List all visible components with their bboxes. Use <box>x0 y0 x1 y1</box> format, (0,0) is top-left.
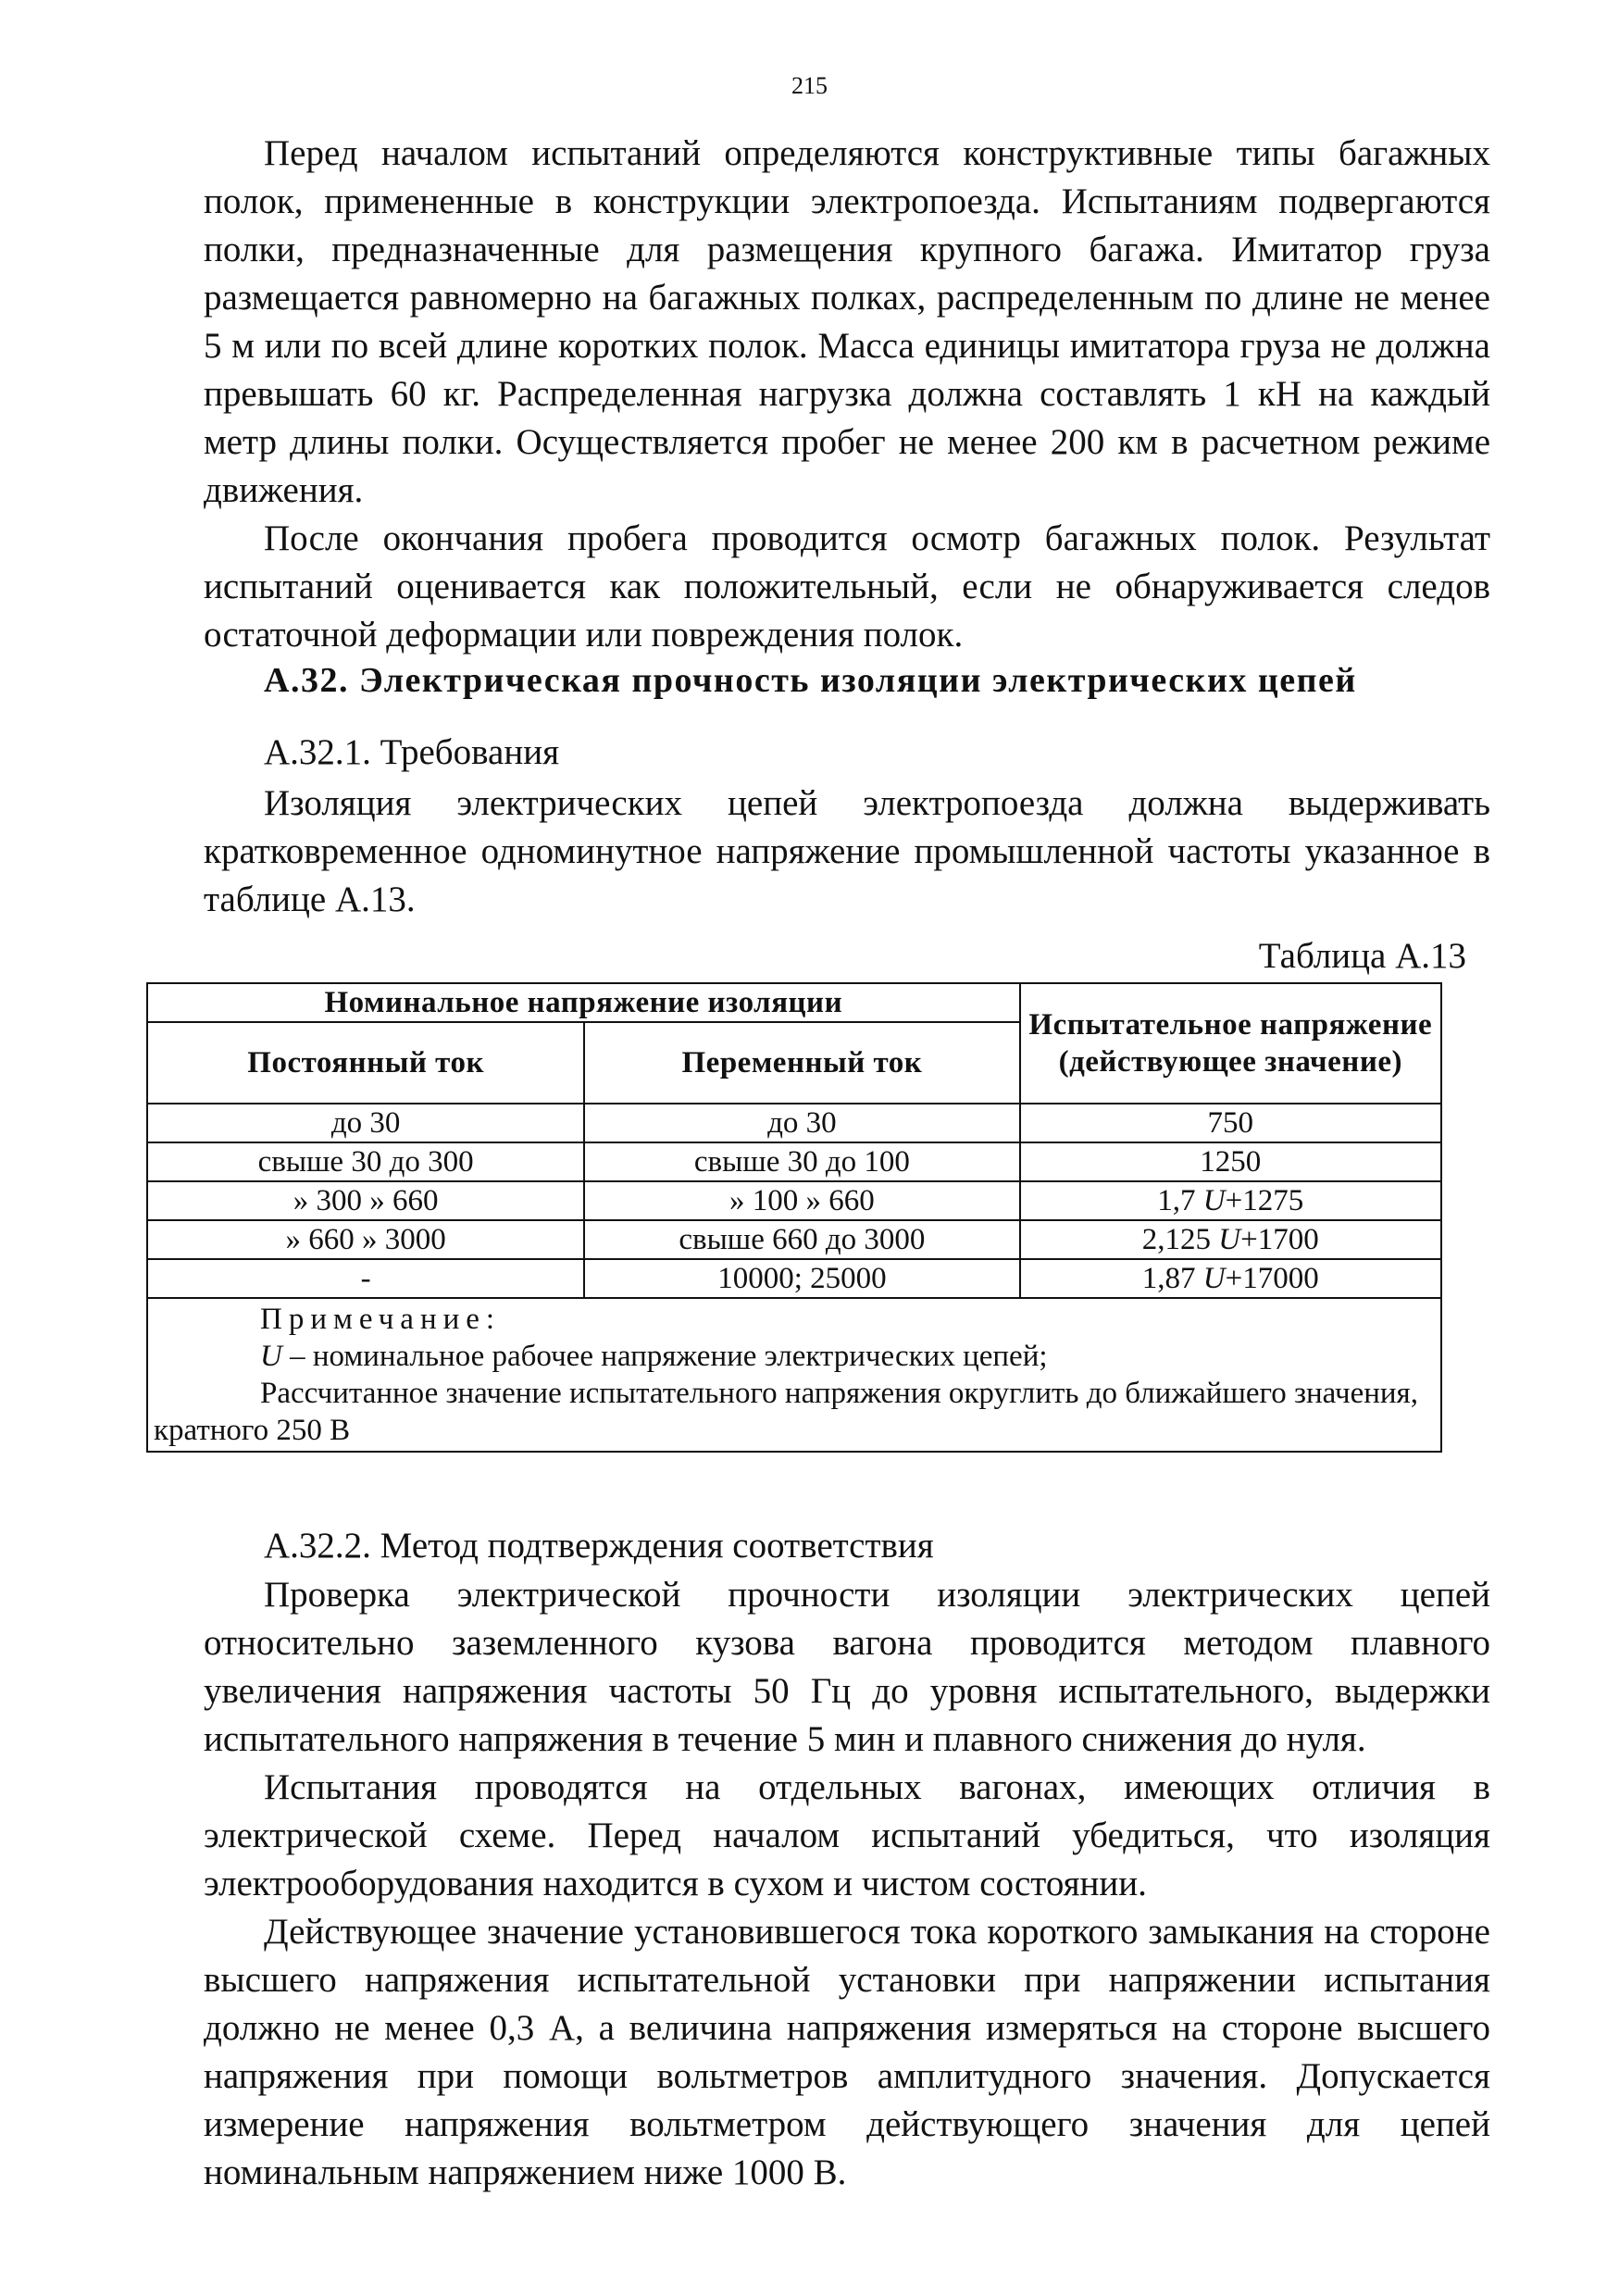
table-row <box>147 1142 1441 1181</box>
cell-ac: до 30 <box>584 1104 1019 1142</box>
table-row <box>147 1220 1441 1259</box>
cell-ac: 10000; 25000 <box>584 1259 1019 1298</box>
test-const: +17000 <box>1225 1262 1319 1295</box>
table-note-row <box>147 1298 1441 1452</box>
note-label: Примечание: <box>260 1303 502 1336</box>
test-coef: 2,125 <box>1141 1223 1219 1256</box>
cell-ac: свыше 660 до 3000 <box>584 1220 1019 1259</box>
table-row <box>147 1259 1441 1298</box>
top-text-block <box>204 130 1490 659</box>
table-header-row-1 <box>147 983 1441 1022</box>
subsection-title-a321: А.32.1. Требования <box>264 732 560 772</box>
table-caption: Таблица А.13 <box>1258 936 1466 976</box>
paragraph-short-circuit-current: Действующее значение установившегося тока короткого замыкания на стороне высшего напряжения испытательной установки при напряжении испытания должно не менее 0,3 А, а величина напряжения измеряться на стороне высшего напряжения при помощи вольтметров амплитудного значения. Допускается измерение напряжения вольтметром действующего значения для цепей номинальным напряжением ниже 1000 В. <box>204 1912 1490 2192</box>
note-var: U <box>260 1340 282 1373</box>
requirements-text-block <box>204 780 1490 924</box>
header-dc: Постоянный ток <box>147 1022 584 1104</box>
method-text-block <box>204 1571 1490 2197</box>
cell-test <box>1020 1220 1441 1259</box>
paragraph-method: Проверка электрической прочности изоляции электрических цепей относительно заземленного кузова вагона проводится методом плавного увеличения напряжения частоты 50 Гц до уровня испытательного, выдержки испытательного напряжения в течение 5 мин и плавного снижения до нуля. <box>204 1575 1490 1759</box>
cell-dc: - <box>147 1259 584 1298</box>
cell-ac: свыше 30 до 100 <box>584 1142 1019 1181</box>
paragraph-test-result: После окончания пробега проводится осмотр багажных полок. Результат испытаний оценивается как положительный, если не обнаруживается следов остаточной деформации или повреждения полок. <box>204 518 1490 655</box>
page-number: 215 <box>791 72 828 99</box>
cell-ac: » 100 » 660 <box>584 1181 1019 1220</box>
paragraph-separate-cars: Испытания проводятся на отдельных вагонах, имеющих отличия в электрической схеме. Перед началом испытаний убедиться, что изоляция электрооборудования находится в сухом и чистом состоянии. <box>204 1767 1490 1903</box>
table-note <box>147 1298 1441 1452</box>
note-line-1-text: – номинальное рабочее напряжение электрических цепей; <box>281 1340 1048 1373</box>
note-line-1 <box>154 1338 1435 1375</box>
table-row <box>147 1181 1441 1220</box>
cell-dc: до 30 <box>147 1104 584 1142</box>
paragraph-insulation-requirement: Изоляция электрических цепей электропоезда должна выдерживать кратковременное одноминутное напряжение промышленной частоты указанное в таблице А.13. <box>204 783 1490 919</box>
test-var: U <box>1218 1223 1241 1256</box>
cell-test <box>1020 1181 1441 1220</box>
header-test-voltage: Испытательное напряжение (действующее значение) <box>1020 983 1441 1104</box>
test-coef: 1,7 <box>1157 1184 1203 1217</box>
cell-dc: » 300 » 660 <box>147 1181 584 1220</box>
test-voltage-table <box>146 982 1442 1453</box>
cell-dc: свыше 30 до 300 <box>147 1142 584 1181</box>
cell-test: 1250 <box>1020 1142 1441 1181</box>
test-const: +1275 <box>1225 1184 1304 1217</box>
test-var: U <box>1202 1262 1226 1295</box>
table-row <box>147 1104 1441 1142</box>
test-coef: 1,87 <box>1141 1262 1203 1295</box>
header-nominal-voltage: Номинальное напряжение изоляции <box>147 983 1020 1022</box>
note-line-2: Рассчитанное значение испытательного напряжения округлить до ближайшего значения, кратного 250 В <box>154 1377 1418 1447</box>
section-heading-a32: А.32. Электрическая прочность изоляции электрических цепей <box>264 661 1357 700</box>
cell-dc: » 660 » 3000 <box>147 1220 584 1259</box>
test-const: +1700 <box>1240 1223 1319 1256</box>
header-ac: Переменный ток <box>584 1022 1019 1104</box>
paragraph-luggage-shelves-test: Перед началом испытаний определяются конструктивные типы багажных полок, примененные в конструкции электропоезда. Испытаниям подвергаются полки, предназначенные для размещения крупного багажа. Имитатор груза размещается равномерно на багажных полках, распределенным по длине не менее 5 м или по всей длине коротких полок. Масса единицы имитатора груза не должна превышать 60 кг. Распределенная нагрузка должна составлять 1 кН на каждый метр длины полки. Осуществляется пробег не менее 200 км в расчетном режиме движения. <box>204 133 1490 510</box>
cell-test: 750 <box>1020 1104 1441 1142</box>
subsection-title-a322: А.32.2. Метод подтверждения соответствия <box>264 1526 934 1566</box>
test-var: U <box>1202 1184 1226 1217</box>
cell-test <box>1020 1259 1441 1298</box>
